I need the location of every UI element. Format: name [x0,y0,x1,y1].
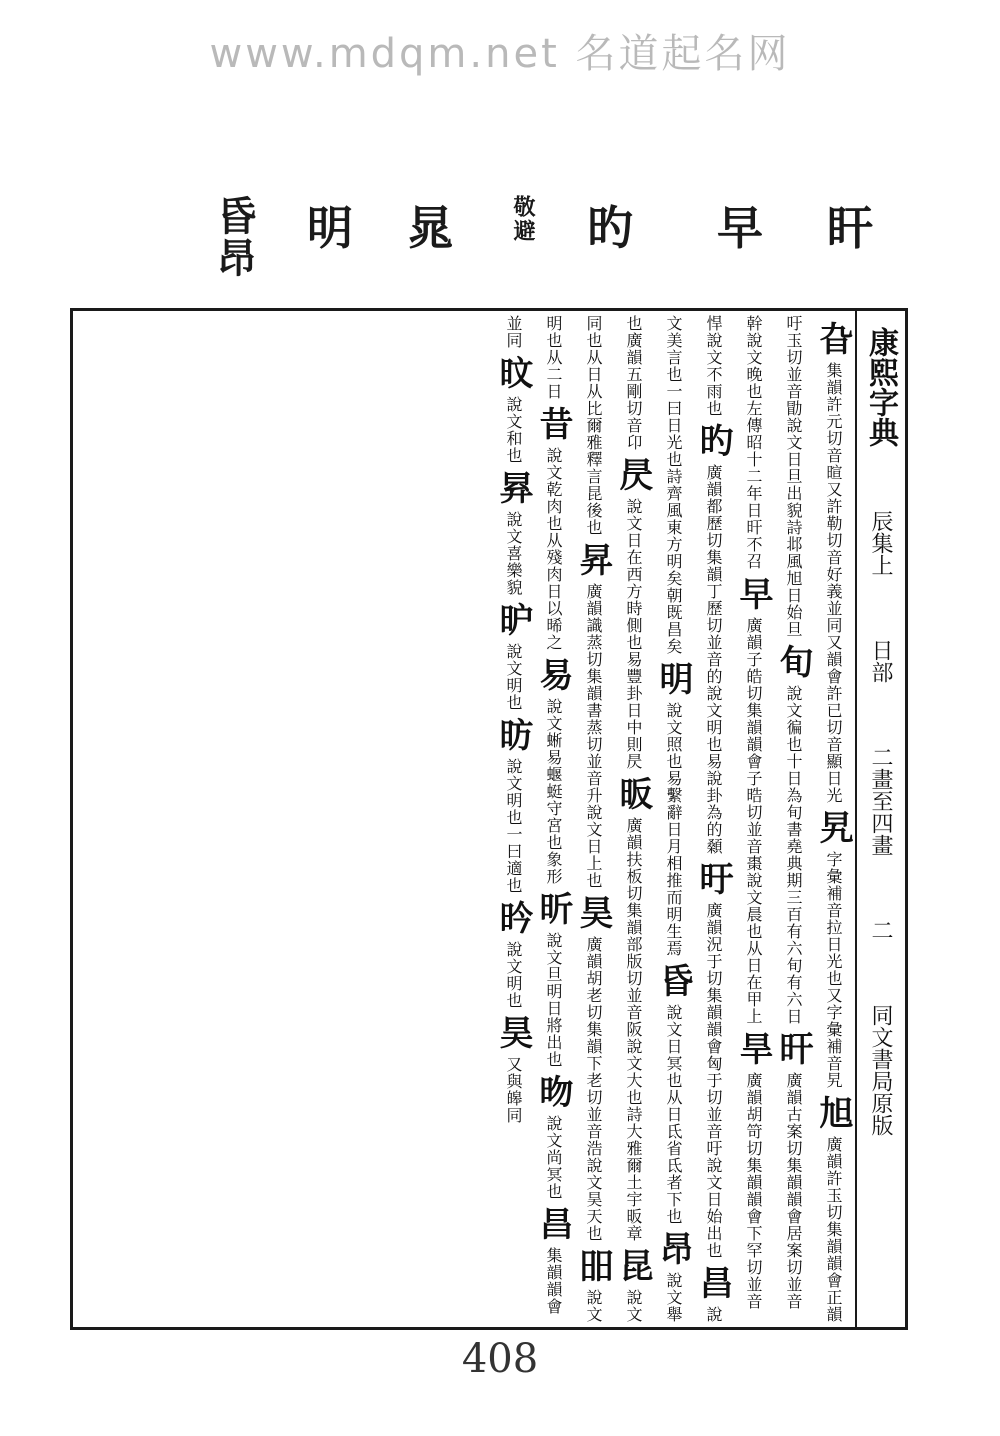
entry-headword: 昄 [613,776,653,811]
entry-definition: 說文同也从日从比爾雅釋言昆後也 [584,315,643,1323]
stroke-range: 二畫至四畫 [868,746,893,856]
entry-definition: 說文舉也廣韻五剛切音卬 [624,315,683,1323]
entry-definition: 集韻許元切音暄又許勒切音好義並同又韻會許已切音顯日光 [824,362,843,804]
entry-headword: 昃 [613,457,653,492]
entry-headword: 旰 [773,1031,813,1066]
seal-script-row [195,185,875,295]
entry-definition: 廣韻識蒸切集韻書蒸切並音升說文日上也 [584,583,603,889]
seal-char: 旳 [587,201,635,255]
entry-definition: 說文喜樂貌 [504,511,523,596]
entry-headword: 昒 [533,1074,573,1109]
radical-label: 日部 [868,639,893,683]
entry-definition: 廣韻胡笴切集韻韻會下罕切並音悍說文不雨也 [704,315,763,1310]
page-frame [70,308,908,1330]
entry-headword: 易 [533,657,573,692]
entry-definition: 說文明也 [504,643,523,711]
entry-headword: 昪 [493,470,533,505]
entry-headword: 昌 [533,1206,573,1241]
book-title: 康熙字典 [863,327,898,447]
entry-definition: 說文明也 [504,941,523,1009]
entry-headword: 昆 [613,1248,653,1283]
entry-headword: 旴 [693,861,733,896]
entry-definition: 說文明也从二日 [544,315,603,1323]
entry-headword: 昑 [493,900,533,935]
page-number: 408 [461,1336,539,1382]
entry-definition: 廣韻古案切集韻韻會居案切並音幹說文晚也左傳昭十二年日旰不召 [744,315,803,1310]
publisher-label: 同文書局原版 [868,1004,893,1136]
entry-definition: 說文徧也十日為旬書堯典期三百有六旬有六日 [784,685,803,1025]
entry-headword: 旳 [693,423,733,458]
dictionary-body [75,315,853,1325]
section-label: 辰集上 [868,510,893,576]
entry-definition: 廣韻許玉切集韻韻會正韻吁玉切並音勖說文日旦出貌詩邶風旭日始旦 [784,315,843,1323]
entry-definition: 廣韻都歷切集韻丁歷切並音的說文明也易說卦為的顙 [704,464,723,855]
entry-headword: 旱 [733,1031,773,1066]
entry-headword: 昂 [653,1231,693,1266]
entry-definition: 廣韻子皓切集韻韻會子晧切並音棗說文晨也从日在甲上 [744,617,763,1025]
entry-definition: 說文照也易繫辭日月相推而明生焉 [664,702,683,957]
entry-headword: 早 [733,576,773,611]
seal-char: 明 [307,201,355,255]
entry-headword: 明 [653,661,693,696]
entry-definition: 說文日冥也从日氐省氐者下也 [664,1004,683,1225]
running-header [855,311,905,1327]
entry-definition: 廣韻胡老切集韻下老切並音浩說文昊天也 [584,936,603,1242]
entry-definition: 廣韻扶板切集韻部版切並音阪說文大也詩大雅爾土宇昄章 [624,817,643,1242]
seal-char: 盰 [827,201,875,255]
entry-headword: 昊 [493,1015,533,1050]
entry-headword: 昈 [493,602,533,637]
entry-headword: 昇 [573,542,613,577]
entry-definition: 字彙補音拉日光也又字彙補音旯 [824,851,843,1089]
entry-definition: 說文美言也一曰日光也詩齊風東方明矣朝既昌矣 [664,315,723,1323]
watermark-text: www.mdqm.net 名道起名网 [209,31,791,77]
entry-headword: 昊 [573,895,613,930]
entry-definition: 說文尚冥也 [544,1115,563,1200]
entry-definition: 集韻韻會並同 [504,315,563,1315]
seal-char: 早 [717,201,765,255]
entry-headword: 旯 [813,810,853,845]
entry-headword: 昉 [493,717,533,752]
seal-char: 昏昂 [210,195,257,279]
entry-definition: 說文日在西方時側也易豐卦日中則昃 [624,498,643,770]
entry-definition: 說文和也 [504,396,523,464]
entry-headword: 旬 [773,644,813,679]
entry-definition: 說文乾肉也从殘肉日以晞之 [544,447,563,651]
entry-definition: 說文明也一曰適也 [504,758,523,894]
entry-headword: 旮 [813,321,853,356]
entry-headword: 旭 [813,1095,853,1130]
entry-definition: 廣韻況于切集韻韻會匈于切並音吁說文日始出也 [704,902,723,1259]
entry-definition: 說文旦明日將出也 [544,932,563,1068]
entry-definition: 說文蜥易蝘蜓守宮也象形 [544,698,563,885]
entry-headword: 昏 [653,963,693,998]
entry-headword: 昔 [533,406,573,441]
seal-char: 晁 [407,201,455,255]
entry-headword: 昍 [573,1248,613,1283]
entry-headword: 昌 [693,1265,733,1300]
entry-headword: 昕 [533,891,573,926]
entry-headword: 旼 [493,355,533,390]
volume-number: 二 [868,919,893,941]
entry-definition: 又與皞同 [504,1056,523,1124]
seal-note: 敬避 [510,195,536,243]
